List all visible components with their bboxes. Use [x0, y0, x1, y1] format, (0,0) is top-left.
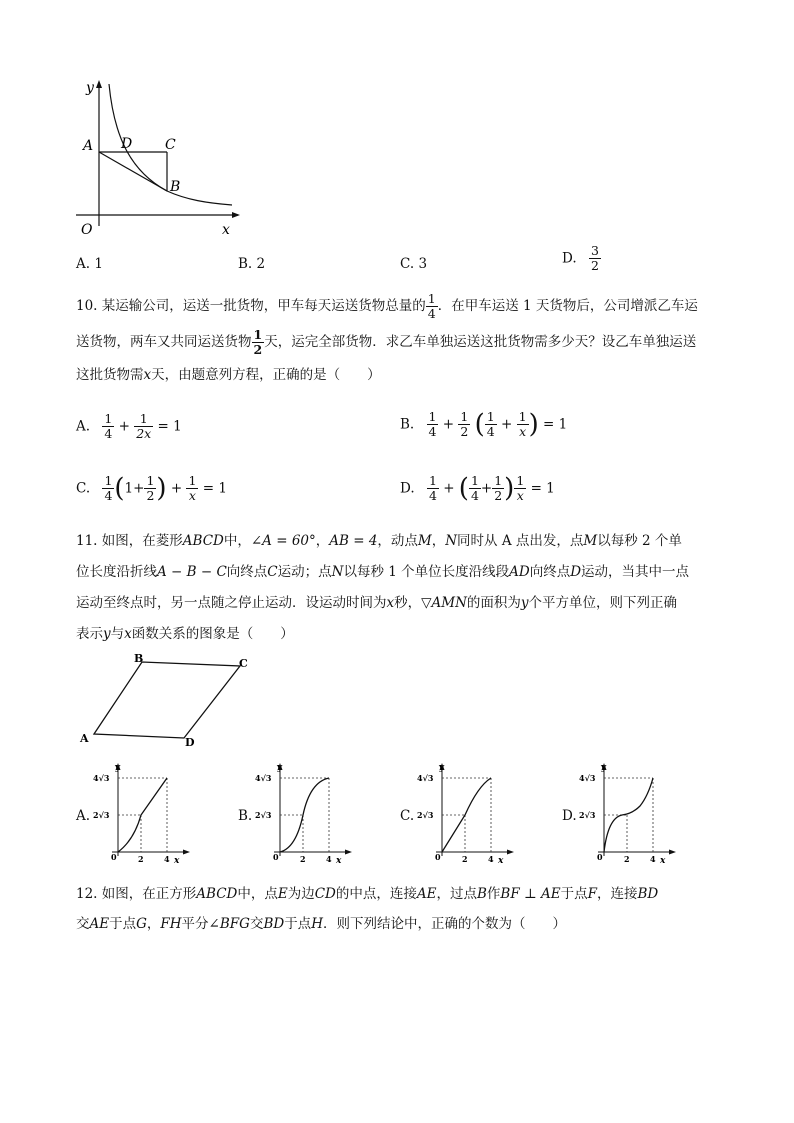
q11-rhombus-figure [76, 650, 256, 750]
q10-frac-quarter: $\frac{1}{4}$ [427, 291, 436, 321]
q9-option-d-fraction: $\frac{3}{2}$ [590, 243, 599, 273]
q11-stem: 11. 如图，在菱形ABCD中，∠A = 60°，AB = 4，动点M，N同时从 A 点出发，点M以每秒 2 个单 位长度沿折线A − B − C向终点C运动；点N以每秒 1 个单位长度沿线段AD向终点D运动，当其中一点 运动至终点时，另一点随之停止运动．设运动时间为x秒，▽AMN的面积为y个平方单位，则下列正确 表示y与x函数关系的图象是（ ） [76, 533, 690, 642]
q11-option-c-letter[interactable]: C. [400, 808, 415, 824]
svg-text:4: 4 [488, 854, 494, 864]
q11-graph-d[interactable] [578, 760, 678, 865]
svg-text:y: y [601, 763, 607, 773]
q11-rhombus-label-d: D [185, 736, 195, 749]
svg-text:2: 2 [138, 854, 144, 864]
q9-label-o: O [81, 222, 93, 238]
svg-text:x: x [498, 856, 504, 865]
q10-option-d[interactable]: D. $\frac{1}{4}$ + ( $\frac{1}{4}$ + $\frac{1}{2}$ ) $\frac{1}{x}$ = 1 [400, 473, 555, 504]
q10-option-c[interactable]: C. $\frac{1}{4}$ (1+ $\frac{1}{2}$ ) + $\frac{1}{x}$ = 1 [76, 473, 227, 504]
q9-figure [72, 76, 242, 241]
q9-option-a[interactable]: A. 1 [76, 256, 103, 272]
q11-option-d-letter[interactable]: D. [562, 808, 577, 824]
svg-text:4: 4 [326, 854, 332, 864]
q10-stem: 10. 某运输公司，运送一批货物，甲车每天运送货物总量的 $\frac{1}{4}$ ．在甲车运送 1 天货物后，公司增派乙车运 送货物，两车又共同运送货物 $\frac{1}{2}$ 天，运完全部货物．求乙车单独运送这批货物需多少天？设乙车单独运送 这批货物需x天，由题意列方程，正确的是（ ） [76, 291, 698, 383]
q9-option-d[interactable]: D. $\frac{3}{2}$ [562, 243, 599, 273]
svg-text:2√3: 2√3 [255, 810, 272, 820]
q9-label-x: x [222, 222, 230, 238]
svg-text:2: 2 [624, 854, 630, 864]
q12-stem: 12. 如图，在正方形ABCD中，点E为边CD的中点，连接AE，过点B作BF ⊥ AE于点F，连接BD 交AE于点G，FH平分∠BFG交BD于点H．则下列结论中，正确的个数为（ ） [76, 886, 659, 932]
svg-text:4√3: 4√3 [93, 773, 110, 783]
svg-text:2: 2 [300, 854, 306, 864]
svg-text:y: y [115, 763, 121, 773]
q11-option-a-letter[interactable]: A. [76, 808, 91, 824]
svg-text:2: 2 [462, 854, 468, 864]
svg-text:x: x [336, 856, 342, 865]
svg-text:0: 0 [273, 852, 279, 862]
q10-option-b[interactable]: B. $\frac{1}{4}$ + $\frac{1}{2}$ ( $\frac{1}{4}$ + $\frac{1}{x}$ ) = 1 [400, 409, 568, 440]
svg-text:y: y [439, 763, 445, 773]
q11-rhombus-label-b: B [134, 652, 144, 665]
q9-label-b: B [170, 179, 181, 195]
q10-frac-half: $\frac{1}{2}$ [253, 327, 263, 357]
svg-text:4: 4 [650, 854, 656, 864]
svg-text:4√3: 4√3 [579, 773, 596, 783]
q10-option-a[interactable]: A. $\frac{1}{4}$ + $\frac{1}{2x}$ = 1 [76, 411, 182, 441]
q9-label-c: C [165, 137, 176, 153]
q11-graph-c[interactable] [416, 760, 516, 865]
svg-text:x: x [660, 856, 666, 865]
svg-text:y: y [277, 763, 283, 773]
svg-text:0: 0 [435, 852, 441, 862]
q9-option-b[interactable]: B. 2 [238, 256, 266, 272]
svg-text:4√3: 4√3 [255, 773, 272, 783]
q11-graph-a[interactable] [92, 760, 192, 865]
q11-rhombus-label-c: C [239, 657, 248, 670]
q9-label-y: y [86, 80, 94, 96]
svg-text:0: 0 [111, 852, 117, 862]
q11-rhombus-label-a: A [80, 732, 89, 745]
q9-hyperbola-graph [72, 76, 242, 241]
svg-text:4: 4 [164, 854, 170, 864]
q11-graph-b[interactable] [254, 760, 354, 865]
q9-label-a: A [83, 138, 94, 154]
q9-option-c[interactable]: C. 3 [400, 256, 428, 272]
q11-option-b-letter[interactable]: B. [238, 808, 253, 824]
svg-text:2√3: 2√3 [93, 810, 110, 820]
svg-text:2√3: 2√3 [579, 810, 596, 820]
q10-number: 10. [76, 298, 98, 314]
svg-text:2√3: 2√3 [417, 810, 434, 820]
svg-text:x: x [174, 856, 180, 865]
q9-label-d: D [121, 136, 133, 152]
svg-text:4√3: 4√3 [417, 773, 434, 783]
svg-text:0: 0 [597, 852, 603, 862]
